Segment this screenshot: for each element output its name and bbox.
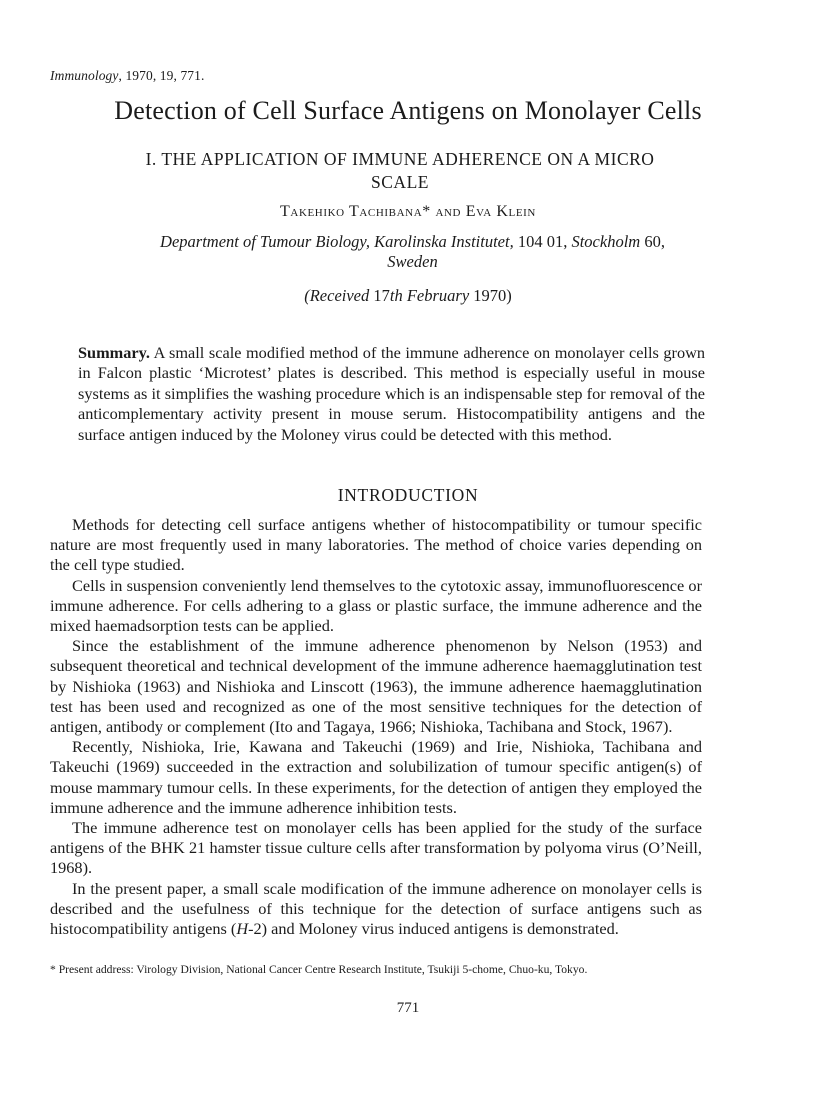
paragraph-6-start: In the present paper, a small scale modification of the immune adherence on monolayer cells is described and the usefulness of this technique for the detection of surface antigens such as histocompatibility antigens ( [50, 878, 702, 939]
journal-volume-page: , 1970, 19, 771. [118, 68, 205, 83]
received-label: Received [309, 286, 370, 305]
paragraph-3: Since the establishment of the immune adherence phenomenon by Nelson (1953) and subsequent theoretical and technical development of the immune adherence haemagglutination test by Nishioka (1963) and Nishioka and Linscott (1963), the immune adherence haemagglutination test has been used and recognized as one of the most sensitive techniques for the detection of antigen, antibody or complement (Ito and Tagaya, 1966; Nishioka, Tachibana and Stock, 1967). [50, 636, 702, 737]
footnote-marker: * [422, 203, 431, 220]
paragraph-4: Recently, Nishioka, Irie, Kawana and Takeuchi (1969) and Irie, Nishioka, Tachibana and Takeuchi (1969) succeeded in the extraction and solubilization of tumour specific antigen(s) of mouse mammary tumour cells. In these experiments, for the detection of antigen they employed the immune adherence and the immune adherence inhibition tests. [50, 737, 702, 817]
h2-symbol: H [236, 919, 249, 939]
paragraph-6 [50, 879, 702, 940]
received-month: th February [389, 286, 470, 305]
footnote: * Present address: Virology Division, National Cancer Centre Research Institute, Tsukiji 5-chome, Chuo-ku, Tokyo. [50, 963, 588, 976]
affiliation-department: Department of Tumour Biology, Karolinska Institutet, [160, 232, 514, 251]
received-day: 17 [369, 286, 390, 305]
affiliation-country: Sweden [387, 252, 438, 271]
author-klein: Eva Klein [465, 203, 536, 220]
author-conjunction: and [430, 203, 466, 220]
article-subtitle: I. THE APPLICATION OF IMMUNE ADHERENCE ON A MICRO SCALE [145, 149, 655, 192]
introduction-body [50, 515, 702, 939]
journal-citation [50, 68, 204, 84]
author-line [0, 203, 816, 221]
affiliation-city-code: 60, [640, 232, 665, 251]
paragraph-6-end: -2) and Moloney virus induced antigens is demonstrated. [248, 919, 619, 939]
author-tachibana: Takehiko Tachibana [280, 203, 423, 220]
paragraph-2: Cells in suspension conveniently lend themselves to the cytotoxic assay, immunofluorescence or immune adherence. For cells adhering to a glass or plastic surface, the immune adherence and the mixed haemadsorption tests can be applied. [50, 575, 702, 636]
summary-label: Summary. [78, 343, 150, 362]
affiliation-city: Stockholm [571, 232, 641, 251]
summary-paragraph [78, 343, 705, 445]
paragraph-1: Methods for detecting cell surface antigens whether of histocompatibility or tumour specific nature are most frequently used in many laboratories. The method of choice varies depending on the cell type studied. [50, 515, 702, 575]
received-date [0, 286, 816, 306]
received-year: 1970) [469, 286, 512, 305]
affiliation-postcode: 104 01, [513, 232, 572, 251]
introduction-heading: INTRODUCTION [337, 485, 479, 505]
received-open: ( [304, 286, 310, 305]
page-number: 771 [396, 1000, 420, 1016]
paragraph-5: The immune adherence test on monolayer cells has been applied for the study of the surface antigens of the BHK 21 hamster tissue culture cells after transformation by polyoma virus (O’Neill, 1968). [50, 818, 702, 878]
affiliation [110, 232, 715, 272]
summary-text: A small scale modified method of the immune adherence on monolayer cells grown in Falcon plastic ‘Microtest’ plates is described. This method is especially useful in mouse systems as it simplifies the washing procedure which is an indispensable step for removal of the anticomplementary activity present in mouse serum. Histocompatibility antigens and the surface antigen induced by the Moloney virus could be detected with this method. [78, 343, 705, 444]
article-title: Detection of Cell Surface Antigens on Monolayer Cells [114, 96, 702, 125]
journal-name: Immunology [50, 68, 119, 83]
